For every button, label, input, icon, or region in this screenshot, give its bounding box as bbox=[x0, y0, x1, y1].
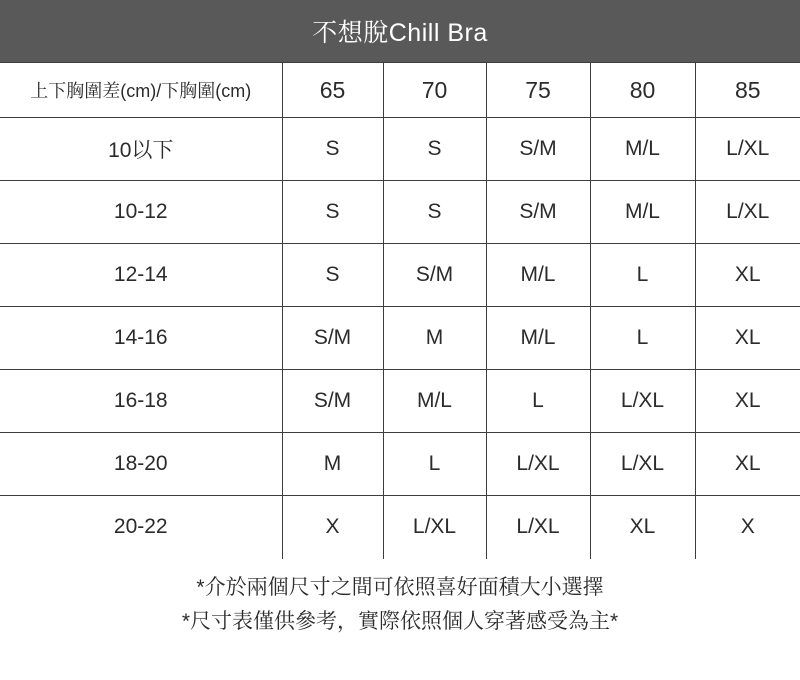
row-label: 10以下 bbox=[0, 118, 282, 181]
table-header-row bbox=[0, 63, 800, 118]
table-cell: M/L bbox=[486, 244, 590, 307]
footnote-line-1: *介於兩個尺寸之間可依照喜好面積大小選擇 bbox=[196, 575, 604, 599]
table-cell: M bbox=[282, 433, 383, 496]
column-header-65: 65 bbox=[282, 63, 383, 118]
table-cell: XL bbox=[695, 307, 800, 370]
row-label: 14-16 bbox=[0, 307, 282, 370]
table-cell: S/M bbox=[486, 181, 590, 244]
table-row bbox=[0, 244, 800, 307]
table-cell: L/XL bbox=[695, 181, 800, 244]
row-label: 16-18 bbox=[0, 370, 282, 433]
footnote-line-2: *尺寸表僅供參考，實際依照個人穿著感受為主* bbox=[181, 609, 619, 633]
table-cell: M bbox=[383, 307, 486, 370]
row-label: 12-14 bbox=[0, 244, 282, 307]
table-row bbox=[0, 307, 800, 370]
footnotes bbox=[0, 559, 800, 639]
table-cell: XL bbox=[590, 496, 695, 559]
table-cell: XL bbox=[695, 370, 800, 433]
table-cell: L/XL bbox=[486, 496, 590, 559]
table-cell: S/M bbox=[383, 244, 486, 307]
table-row bbox=[0, 370, 800, 433]
table-cell: S/M bbox=[282, 307, 383, 370]
table-corner-header: 上下胸圍差(cm)/下胸圍(cm) bbox=[0, 63, 282, 118]
table-cell: S bbox=[383, 181, 486, 244]
column-header-75: 75 bbox=[486, 63, 590, 118]
table-row bbox=[0, 496, 800, 559]
table-cell: S bbox=[282, 118, 383, 181]
size-chart-table bbox=[0, 62, 800, 559]
table-cell: L bbox=[590, 307, 695, 370]
table-cell: S bbox=[383, 118, 486, 181]
column-header-80: 80 bbox=[590, 63, 695, 118]
row-label: 20-22 bbox=[0, 496, 282, 559]
row-label: 18-20 bbox=[0, 433, 282, 496]
table-cell: M/L bbox=[590, 118, 695, 181]
table-cell: S bbox=[282, 244, 383, 307]
table-cell: L bbox=[590, 244, 695, 307]
row-label: 10-12 bbox=[0, 181, 282, 244]
table-cell: M/L bbox=[383, 370, 486, 433]
table-cell: M/L bbox=[486, 307, 590, 370]
page-title: 不想脫Chill Bra bbox=[312, 19, 488, 47]
table-cell: L/XL bbox=[383, 496, 486, 559]
table-cell: S/M bbox=[486, 118, 590, 181]
table-row bbox=[0, 181, 800, 244]
table-cell: X bbox=[282, 496, 383, 559]
table-row bbox=[0, 433, 800, 496]
title-bar bbox=[0, 0, 800, 62]
table-cell: L bbox=[383, 433, 486, 496]
table-cell: X bbox=[695, 496, 800, 559]
column-header-85: 85 bbox=[695, 63, 800, 118]
table-cell: L/XL bbox=[695, 118, 800, 181]
table-cell: L/XL bbox=[590, 433, 695, 496]
table-cell: S/M bbox=[282, 370, 383, 433]
table-cell: L bbox=[486, 370, 590, 433]
table-cell: XL bbox=[695, 244, 800, 307]
table-cell: XL bbox=[695, 433, 800, 496]
table-cell: L/XL bbox=[590, 370, 695, 433]
table-cell: M/L bbox=[590, 181, 695, 244]
table-cell: S bbox=[282, 181, 383, 244]
column-header-70: 70 bbox=[383, 63, 486, 118]
table-row bbox=[0, 118, 800, 181]
table-cell: L/XL bbox=[486, 433, 590, 496]
